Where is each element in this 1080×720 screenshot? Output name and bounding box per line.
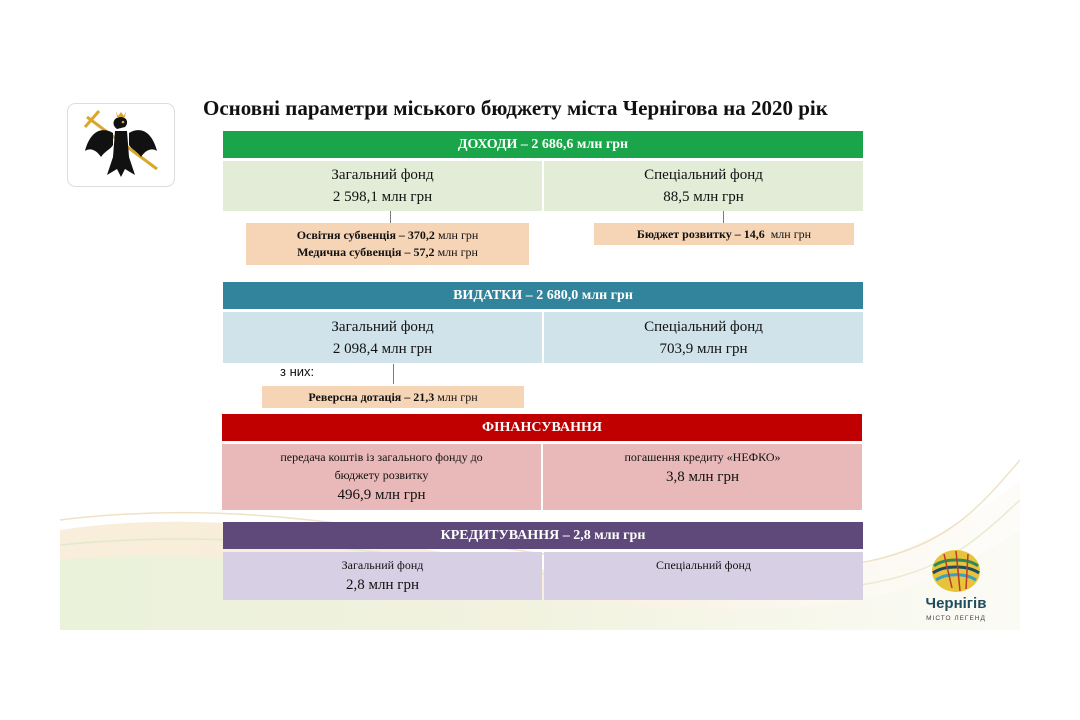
- crediting-special-fund: [544, 552, 863, 600]
- medical-subvention: Медична субвенція – 57,2: [297, 245, 435, 259]
- development-budget: Бюджет розвитку – 14,6: [636, 226, 765, 241]
- connector-line: [723, 211, 724, 223]
- crediting-general-fund: [223, 552, 542, 600]
- city-logo-name: Чернігів: [925, 595, 987, 612]
- financing-loan-label: погашення кредиту «НЕФКО»: [624, 450, 781, 464]
- financing-transfer: [222, 444, 541, 510]
- connector-line: [390, 211, 391, 223]
- expenses-general-fund-label: Загальний фонд: [331, 318, 434, 335]
- expenses-general-fund-value: 2 098,4 млн грн: [332, 340, 433, 357]
- income-special-fund-value: 88,5 млн грн: [663, 189, 744, 205]
- education-subvention: Освітня субвенція – 370,2: [296, 228, 435, 242]
- financing-transfer-value: 496,9 млн грн: [337, 487, 426, 503]
- expenses-special-fund-label: Спеціальний фонд: [644, 318, 763, 335]
- financing-transfer-line2: бюджету розвитку: [334, 468, 429, 482]
- financing-header: ФІНАНСУВАННЯ: [222, 414, 862, 441]
- development-budget-note: [594, 223, 854, 245]
- income-general-fund-value: 2 598,1 млн грн: [332, 189, 433, 205]
- financing-loan-value: 3,8 млн грн: [666, 469, 739, 485]
- city-logo-tagline: МІСТО ЛЕГЕНД: [926, 615, 986, 622]
- expenses-special-fund: [544, 312, 863, 363]
- subvention-note: [246, 223, 529, 265]
- income-header: ДОХОДИ – 2 686,6 млн грн: [223, 131, 863, 158]
- income-special-fund-label: Спеціальний фонд: [644, 167, 763, 183]
- of-which-label: з них:: [280, 364, 315, 379]
- expenses-general-fund: [223, 312, 542, 363]
- expenses-special-fund-value: 703,9 млн грн: [659, 340, 748, 357]
- income-special-fund: [544, 161, 863, 211]
- crediting-general-fund-value: 2,8 млн грн: [346, 577, 419, 593]
- city-logo-icon: [930, 548, 982, 594]
- income-general-fund-label: Загальний фонд: [331, 167, 434, 183]
- financing-loan-repayment: [543, 444, 862, 510]
- reverse-subsidy-unit: млн грн: [437, 389, 478, 404]
- medical-subvention-unit: млн грн: [437, 245, 478, 259]
- education-subvention-unit: млн грн: [437, 228, 479, 242]
- reverse-subsidy: Реверсна дотація – 21,3: [308, 389, 435, 404]
- development-budget-unit: млн грн: [770, 226, 812, 241]
- connector-line: [393, 364, 394, 384]
- expenses-header: ВИДАТКИ – 2 680,0 млн грн: [223, 282, 863, 309]
- coat-of-arms-icon: [67, 103, 175, 187]
- crediting-special-fund-label: Спеціальний фонд: [656, 558, 751, 572]
- crediting-general-fund-label: Загальний фонд: [341, 558, 424, 572]
- financing-transfer-line1: передача коштів із загального фонду до: [280, 450, 483, 464]
- crediting-header: КРЕДИТУВАННЯ – 2,8 млн грн: [223, 522, 863, 549]
- page-title: Основні параметри міського бюджету міста Чернігова на 2020 рік: [203, 96, 828, 120]
- income-general-fund: [223, 161, 542, 211]
- slide: [60, 60, 1020, 630]
- reverse-subsidy-note: [262, 386, 524, 408]
